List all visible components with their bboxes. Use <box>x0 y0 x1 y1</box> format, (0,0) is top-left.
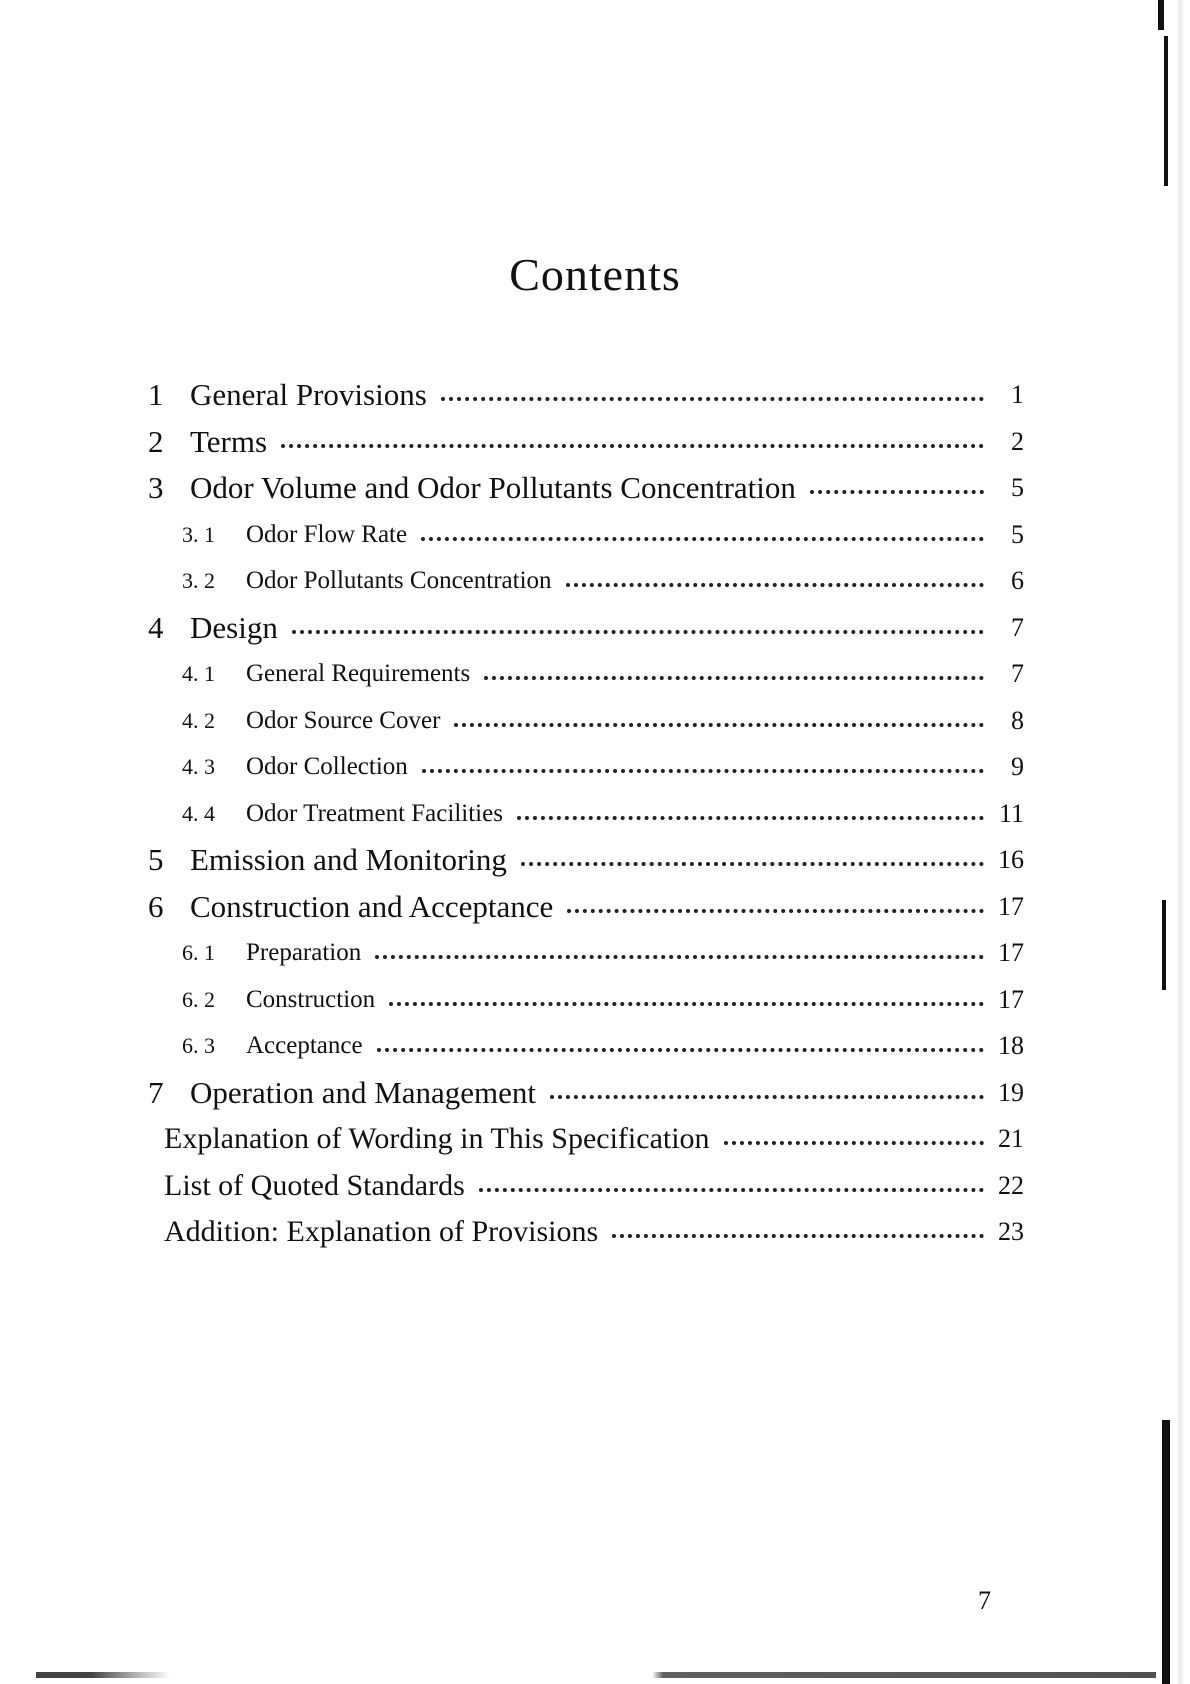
toc-entry <box>148 930 1024 977</box>
toc-entry <box>148 512 1024 559</box>
toc-entry-number: 3 <box>148 470 164 506</box>
toc-entry-page: 9 <box>1011 752 1024 782</box>
toc-entry-page: 17 <box>998 891 1024 921</box>
toc-dot-leader <box>612 1234 984 1238</box>
toc-entry-label: Preparation <box>246 939 362 967</box>
toc-entry-number: 6. 3 <box>182 1033 215 1059</box>
toc-entry-page: 21 <box>998 1124 1024 1154</box>
scan-edge-mark <box>1158 0 1164 30</box>
toc-entry-page: 22 <box>998 1170 1024 1200</box>
toc-dot-leader <box>389 1002 984 1006</box>
toc-dot-leader <box>810 490 984 494</box>
toc-dot-leader <box>292 630 984 634</box>
toc-dot-leader <box>550 1095 984 1099</box>
toc-entry-label: Odor Pollutants Concentration <box>246 567 552 595</box>
toc-entry-page: 16 <box>998 845 1024 875</box>
toc-entry-number: 4 <box>148 609 164 645</box>
toc-entry-number: 4. 1 <box>182 661 215 687</box>
scan-edge-mark <box>1162 1420 1170 1684</box>
toc-entry-page: 5 <box>1011 473 1024 503</box>
toc-entry-label: General Provisions <box>190 377 427 413</box>
toc-entry-label: Emission and Monitoring <box>190 842 507 878</box>
toc-entry <box>148 884 1024 931</box>
toc-dot-leader <box>421 537 984 541</box>
toc-entry-label: Acceptance <box>246 1032 363 1060</box>
toc-dot-leader <box>566 583 984 587</box>
toc-entry-page: 7 <box>1011 659 1024 689</box>
toc-entry-label: Terms <box>190 423 268 459</box>
toc-entry-label: List of Quoted Standards <box>164 1168 465 1202</box>
toc-entry-page: 19 <box>998 1077 1024 1107</box>
toc-entry <box>148 1116 1024 1163</box>
toc-entry <box>148 465 1024 512</box>
toc-dot-leader <box>281 444 984 448</box>
toc-entry-label: General Requirements <box>246 660 471 688</box>
toc-entry-number: 4. 3 <box>182 754 215 780</box>
toc-entry <box>148 605 1024 652</box>
toc-entry-page: 23 <box>998 1217 1024 1247</box>
toc-entry-number: 2 <box>148 423 164 459</box>
toc-entry-label: Operation and Management <box>190 1074 537 1110</box>
toc-entry-label: Odor Volume and Odor Pollutants Concentration <box>190 470 796 506</box>
toc-entry-number: 3. 2 <box>182 568 215 594</box>
toc-entry <box>148 1070 1024 1117</box>
toc-entry-page: 2 <box>1011 426 1024 456</box>
table-of-contents <box>148 372 1024 1256</box>
toc-entry-number: 5 <box>148 842 164 878</box>
toc-entry <box>148 1209 1024 1256</box>
toc-entry-label: Explanation of Wording in This Specification <box>164 1122 710 1156</box>
toc-dot-leader <box>517 816 984 820</box>
toc-entry-number: 7 <box>148 1074 164 1110</box>
toc-entry-label: Odor Treatment Facilities <box>246 799 503 827</box>
toc-dot-leader <box>375 955 984 959</box>
toc-entry <box>148 558 1024 605</box>
toc-dot-leader <box>377 1048 984 1052</box>
toc-entry-label: Design <box>190 609 278 645</box>
page-title: Contents <box>509 249 681 300</box>
toc-entry-page: 17 <box>998 984 1024 1014</box>
toc-entry-label: Odor Flow Rate <box>246 520 408 548</box>
toc-entry-page: 18 <box>998 1031 1024 1061</box>
toc-entry-page: 11 <box>998 798 1024 828</box>
toc-entry-number: 6 <box>148 888 164 924</box>
toc-entry-page: 17 <box>998 938 1024 968</box>
toc-entry <box>148 651 1024 698</box>
toc-entry-number: 4. 4 <box>182 800 215 826</box>
toc-entry-label: Odor Collection <box>246 753 408 781</box>
toc-entry-number: 6. 1 <box>182 940 215 966</box>
toc-entry-page: 1 <box>1011 380 1024 410</box>
toc-entry <box>148 791 1024 838</box>
toc-entry <box>148 744 1024 791</box>
toc-dot-leader <box>441 397 984 401</box>
page-number: 7 <box>978 1586 991 1615</box>
toc-entry-page: 6 <box>1011 566 1024 596</box>
toc-entry-label: Construction and Acceptance <box>190 888 554 924</box>
toc-entry-page: 5 <box>1011 519 1024 549</box>
toc-entry <box>148 698 1024 745</box>
toc-entry <box>148 372 1024 419</box>
toc-dot-leader <box>724 1141 984 1145</box>
toc-entry-page: 7 <box>1011 612 1024 642</box>
toc-dot-leader <box>422 769 984 773</box>
scan-bottom-edge <box>36 1672 1156 1678</box>
toc-dot-leader <box>479 1188 984 1192</box>
toc-entry-page: 8 <box>1011 705 1024 735</box>
toc-entry <box>148 837 1024 884</box>
toc-entry-number: 1 <box>148 377 164 413</box>
toc-entry <box>148 1023 1024 1070</box>
toc-entry-label: Odor Source Cover <box>246 706 441 734</box>
toc-entry <box>148 419 1024 466</box>
toc-dot-leader <box>484 676 984 680</box>
toc-dot-leader <box>567 909 984 913</box>
toc-entry-label: Addition: Explanation of Provisions <box>164 1215 599 1249</box>
toc-entry-number: 6. 2 <box>182 986 215 1012</box>
toc-entry <box>148 977 1024 1024</box>
scan-edge-mark <box>1164 36 1168 186</box>
toc-entry-number: 3. 1 <box>182 521 215 547</box>
scan-edge-mark <box>1162 900 1166 990</box>
toc-dot-leader <box>521 862 984 866</box>
toc-entry <box>148 1163 1024 1210</box>
toc-entry-number: 4. 2 <box>182 707 215 733</box>
toc-dot-leader <box>454 723 984 727</box>
toc-entry-label: Construction <box>246 985 376 1013</box>
